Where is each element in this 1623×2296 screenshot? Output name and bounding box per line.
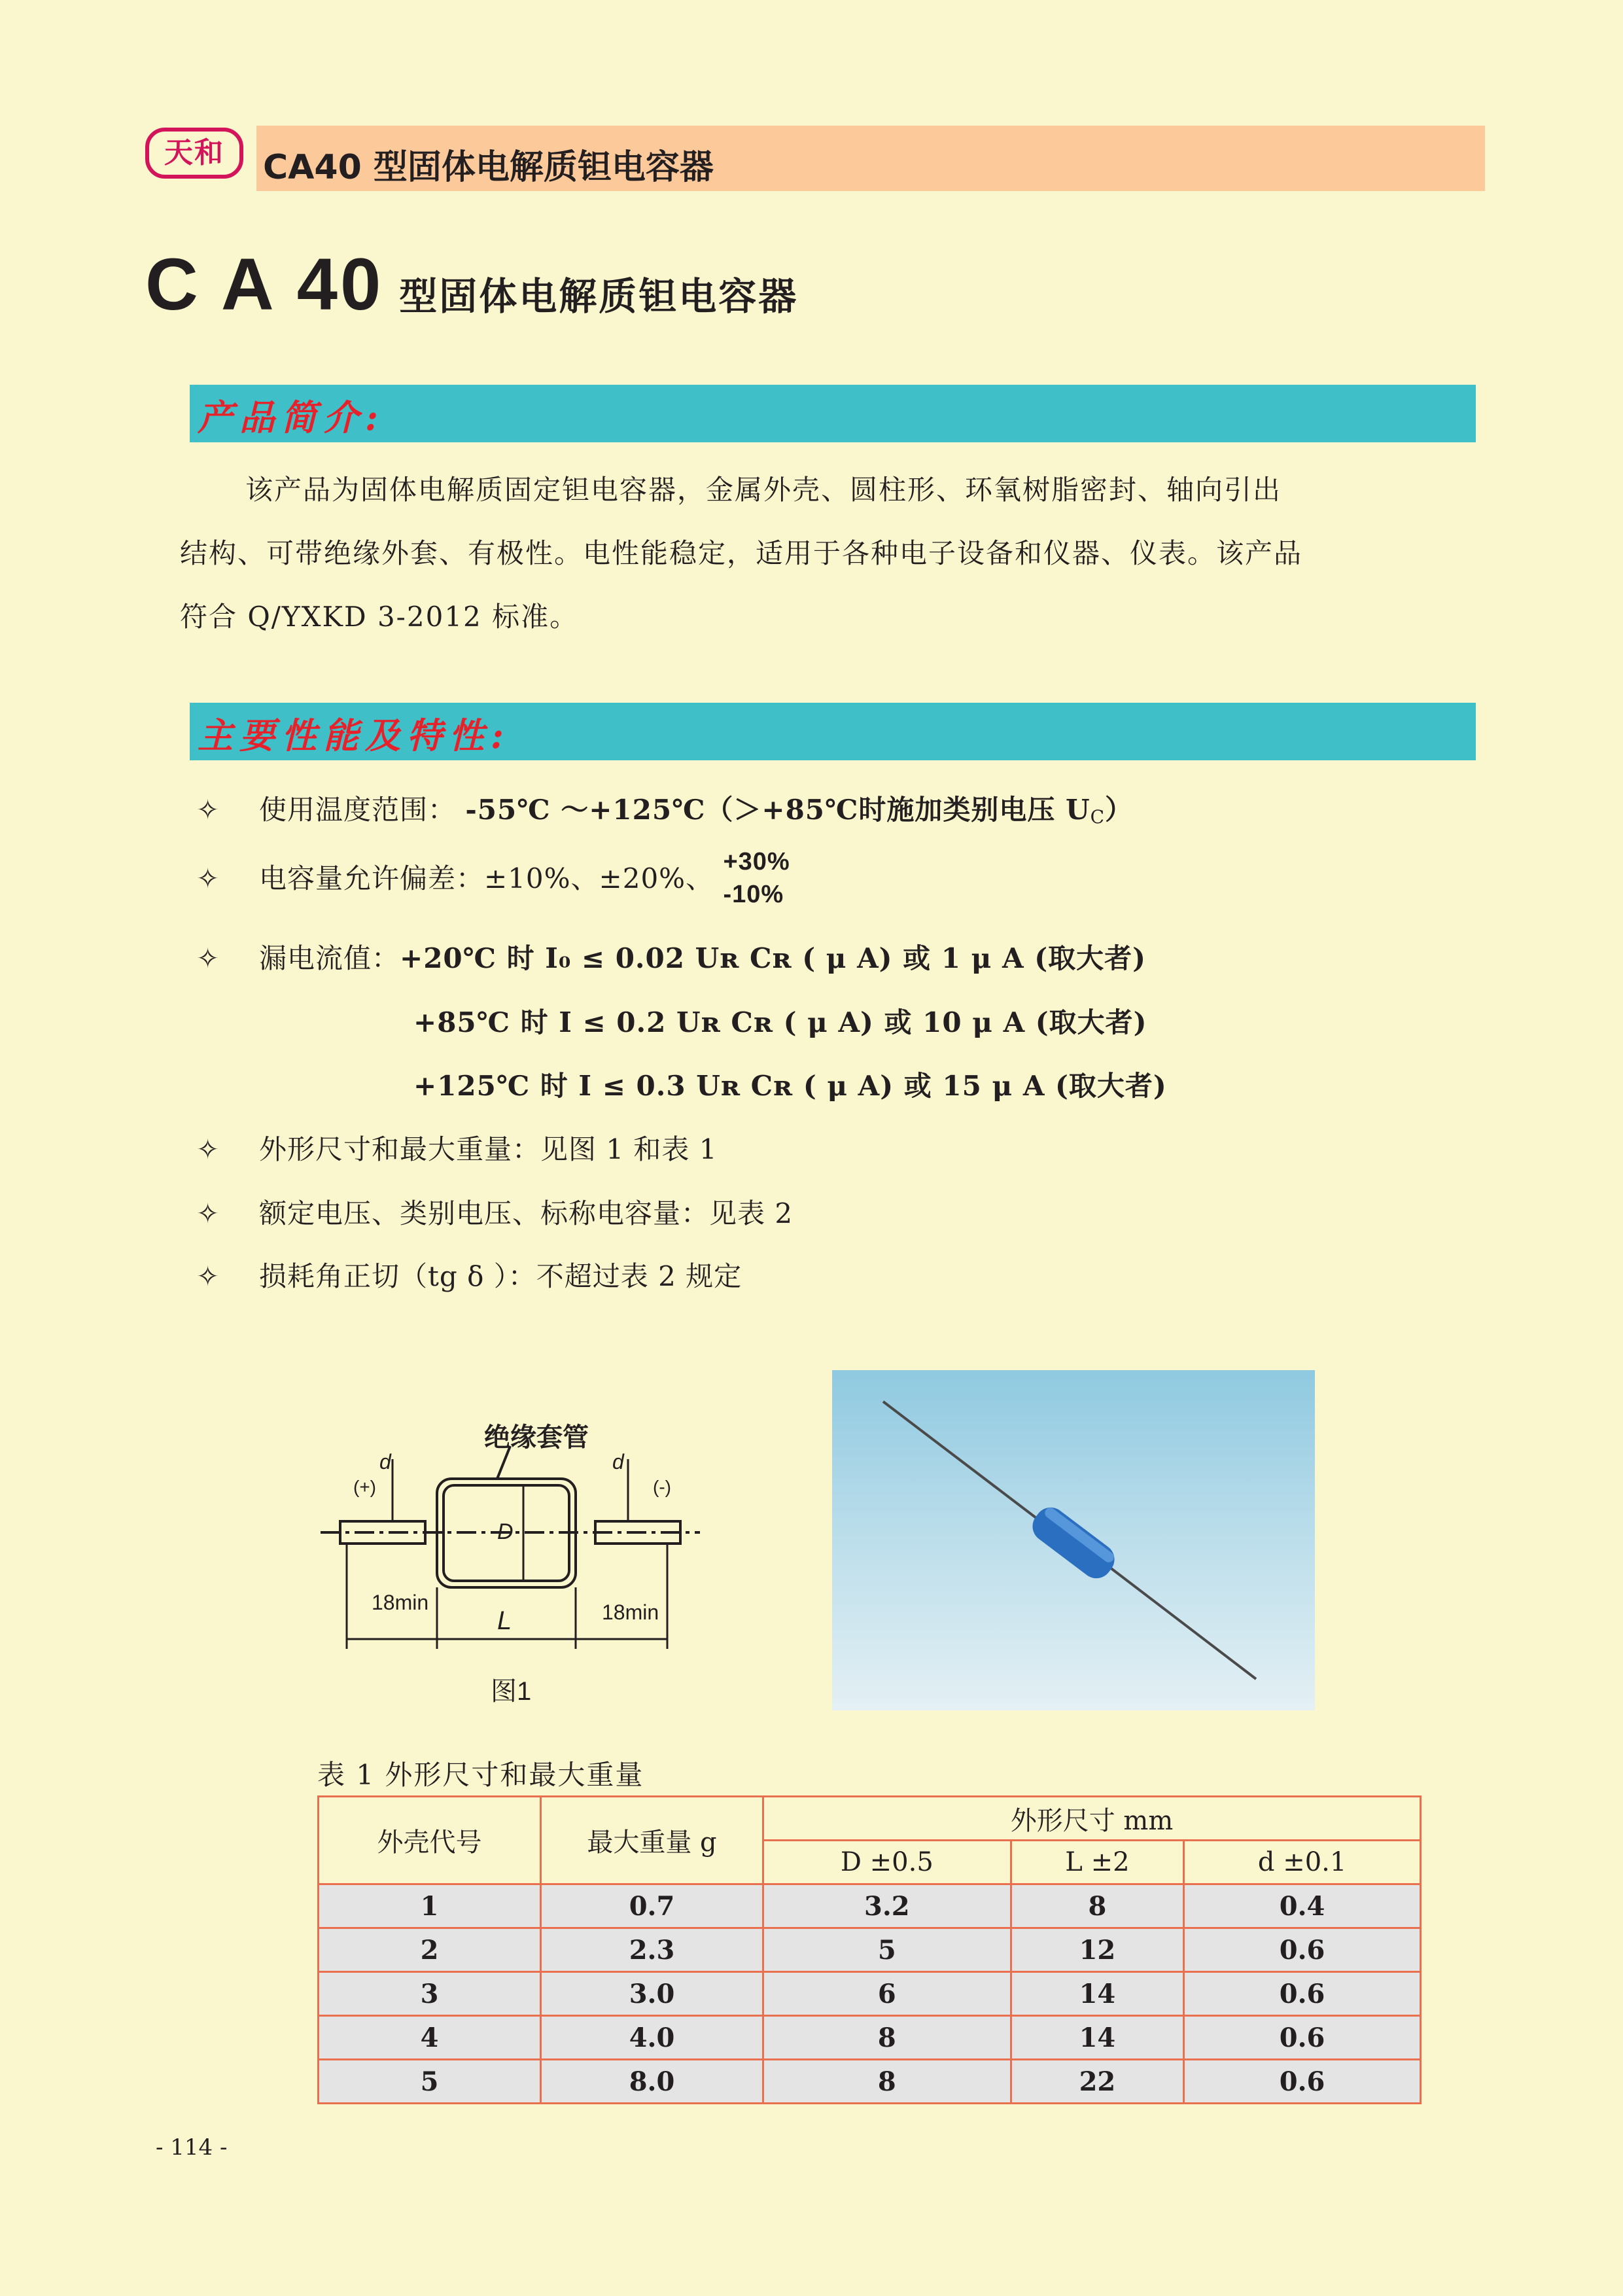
lead-length-left: 18min [372, 1591, 429, 1614]
header-band-title: CA40 型固体电解质钽电容器 [263, 148, 714, 187]
feature-item [196, 1192, 793, 1231]
dimension-diagram [307, 1387, 713, 1727]
temp-subscript: C [1090, 806, 1106, 828]
tolerance-upper: +30% [723, 848, 790, 875]
table-cell: 3 [319, 1972, 541, 2016]
lead-diameter-label-left: d [379, 1450, 391, 1474]
bullet-icon: ✧ [196, 794, 220, 826]
body-diameter-label: D [497, 1519, 514, 1544]
feature-item-text: 外形尺寸和最大重量：见图 1 和表 1 [259, 1133, 718, 1165]
intro-line: 该产品为固体电解质固定钽电容器，金属外壳、圆柱形、环氧树脂密封、轴向引出 [245, 474, 1282, 506]
header-dims: 外形尺寸 mm [763, 1797, 1421, 1841]
lead-diameter-label-right: d [612, 1450, 624, 1474]
feature-item-text: 损耗角正切（tg δ ）：不超过表 2 规定 [259, 1260, 742, 1292]
table-cell: 14 [1011, 2016, 1184, 2060]
intro-heading: 产品简介: [198, 397, 385, 438]
product-photo [832, 1370, 1315, 1710]
temp-label: 使用温度范围： [259, 794, 457, 826]
page-number: - 114 - [156, 2134, 228, 2161]
photo-lead-bottom [1107, 1565, 1256, 1679]
table-cell: 3.0 [541, 1972, 763, 2016]
feature-tolerance [196, 848, 790, 913]
table-cell: 14 [1011, 1972, 1184, 2016]
minus-terminal-label: (-) [653, 1477, 671, 1497]
features-section-bar [190, 703, 1476, 760]
table-caption: 表 1 外形尺寸和最大重量 [317, 1759, 644, 1791]
feature-temperature [196, 788, 1133, 828]
header-band [256, 126, 1485, 191]
table-cell: 4 [319, 2016, 541, 2060]
brand-logo: 天和 [145, 128, 243, 179]
table-cell: 1 [319, 1884, 541, 1928]
tolerance-label: 电容量允许偏差：±10%、±20%、 [259, 862, 714, 894]
tolerance-lower: -10% [723, 881, 784, 908]
table-row [319, 1972, 1421, 2016]
table-cell: 8 [763, 2060, 1011, 2104]
feature-leakage [196, 937, 1146, 976]
temp-tail: ） [1105, 794, 1134, 826]
table-cell: 5 [763, 1928, 1011, 1972]
table-header-row [319, 1797, 1421, 1841]
table-row [319, 2060, 1421, 2104]
intro-section-bar [190, 385, 1476, 442]
dimensions-table [317, 1795, 1422, 2104]
table-cell: 4.0 [541, 2016, 763, 2060]
header-case: 外壳代号 [319, 1797, 541, 1884]
photo-capacitor-body [1026, 1501, 1121, 1584]
leakage-label: 漏电流值： [259, 942, 400, 974]
lead-length-right: 18min [602, 1600, 659, 1624]
bullet-icon: ✧ [196, 1260, 220, 1292]
table-cell: 0.6 [1184, 1928, 1421, 1972]
header-D: D ±0.5 [763, 1841, 1011, 1884]
features-heading: 主要性能及特性: [198, 715, 510, 756]
temp-value: -55℃ ～+125℃（＞+85℃时施加类别电压 U [465, 794, 1091, 826]
leakage-line: +20℃ 时 I₀ ≤ 0.02 Uʀ Cʀ ( μ A) 或 1 μ A (取大者) [400, 942, 1146, 974]
table-cell: 8 [1011, 1884, 1184, 1928]
bullet-icon: ✧ [196, 862, 220, 894]
table-cell: 8.0 [541, 2060, 763, 2104]
table-cell: 0.7 [541, 1884, 763, 1928]
page-title [145, 242, 798, 327]
table-row [319, 1928, 1421, 1972]
table-cell: 5 [319, 2060, 541, 2104]
table-cell: 0.6 [1184, 2060, 1421, 2104]
header-weight: 最大重量 g [541, 1797, 763, 1884]
bullet-icon: ✧ [196, 1197, 220, 1229]
leakage-line: +85℃ 时 I ≤ 0.2 Uʀ Cʀ ( μ A) 或 10 μ A (取大者) [413, 1006, 1147, 1038]
table-cell: 0.4 [1184, 1884, 1421, 1928]
product-code: C A 40 [145, 243, 384, 325]
intro-paragraph [180, 458, 1423, 648]
table-cell: 12 [1011, 1928, 1184, 1972]
product-name: 型固体电解质钽电容器 [399, 274, 799, 319]
bullet-icon: ✧ [196, 1133, 220, 1165]
photo-lead-top [883, 1402, 1041, 1522]
bullet-icon: ✧ [196, 942, 220, 974]
feature-item [196, 1255, 742, 1294]
header-d: d ±0.1 [1184, 1841, 1421, 1884]
table-cell: 22 [1011, 2060, 1184, 2104]
leakage-line: +125℃ 时 I ≤ 0.3 Uʀ Cʀ ( μ A) 或 15 μ A (取大者) [413, 1070, 1167, 1102]
intro-line: 符合 Q/YXKD 3-2012 标准。 [180, 601, 579, 633]
table-cell: 0.6 [1184, 2016, 1421, 2060]
figure-caption: 图1 [491, 1677, 532, 1706]
table-row [319, 1884, 1421, 1928]
table-cell: 8 [763, 2016, 1011, 2060]
table-cell: 2 [319, 1928, 541, 1972]
tolerance-asymmetric [723, 845, 790, 911]
header-L: L ±2 [1011, 1841, 1184, 1884]
length-label: L [497, 1606, 512, 1635]
table-cell: 0.6 [1184, 1972, 1421, 2016]
table-row [319, 2016, 1421, 2060]
intro-line: 结构、可带绝缘外套、有极性。电性能稳定，适用于各种电子设备和仪器、仪表。该产品 [180, 537, 1303, 569]
table-cell: 2.3 [541, 1928, 763, 1972]
sleeve-label: 绝缘套管 [484, 1423, 589, 1452]
table-cell: 3.2 [763, 1884, 1011, 1928]
capacitor-image [832, 1370, 1315, 1710]
table-cell: 6 [763, 1972, 1011, 2016]
plus-terminal-label: (+) [353, 1477, 376, 1497]
feature-item-text: 额定电压、类别电压、标称电容量：见表 2 [259, 1197, 794, 1229]
feature-item [196, 1128, 718, 1167]
